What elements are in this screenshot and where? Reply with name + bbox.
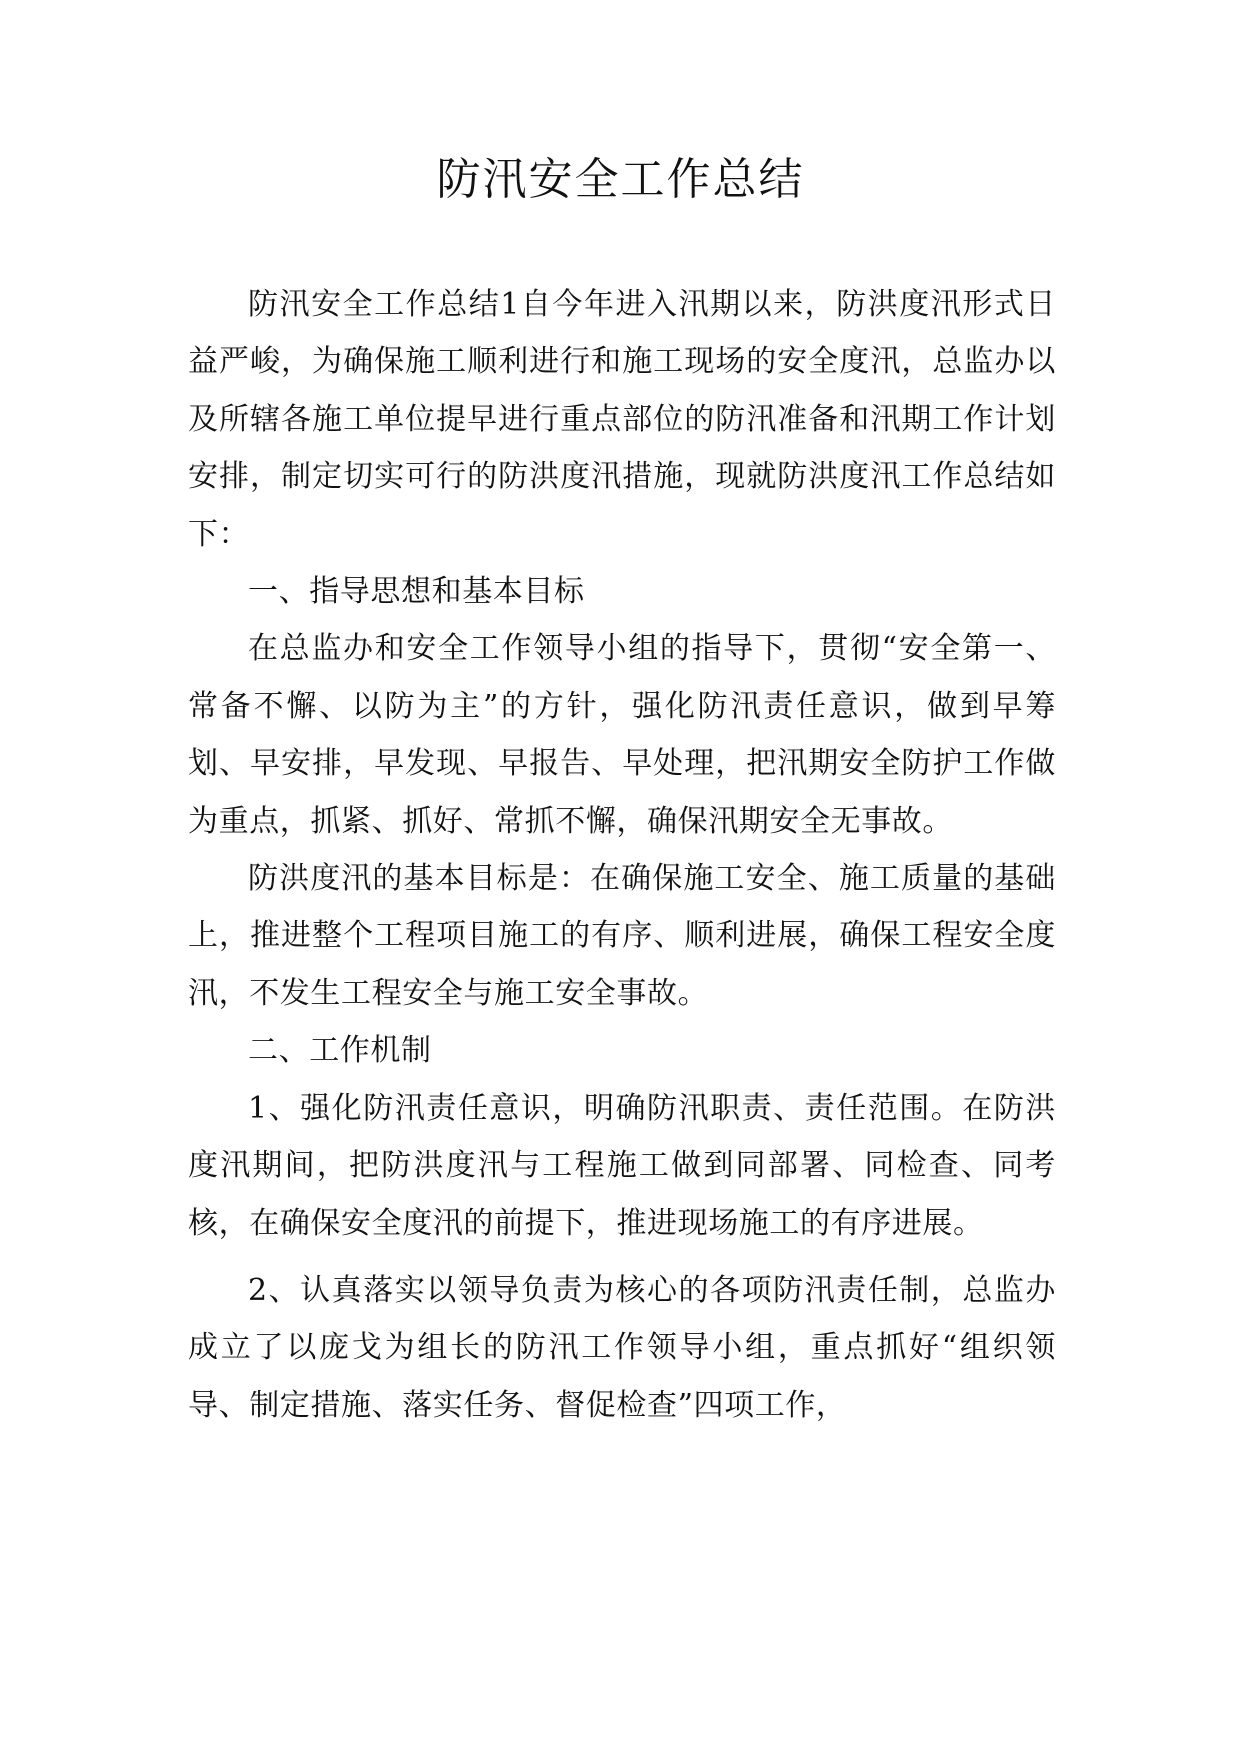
paragraph-intro: 防汛安全工作总结1自今年进入汛期以来，防洪度汛形式日益严峻，为确保施工顺利进行和施工现场的安全度汛，总监办以及所辖各施工单位提早进行重点部位的防汛准备和汛期工作计划安排，制定切实可行的防洪度汛措施，现就防洪度汛工作总结如下： [188,287,1056,552]
document-body [188,276,1056,1434]
paragraph-item-2: 2、认真落实以领导负责为核心的各项防汛责任制，总监办成立了以庞戈为组长的防汛工作领导小组，重点抓好“组织领导、制定措施、落实任务、督促检查”四项工作， [188,1272,1056,1423]
document-title: 防汛安全工作总结 [436,154,805,205]
section-heading-work-mechanism: 二、工作机制 [248,1033,432,1069]
section-heading-guiding-ideology: 一、指导思想和基本目标 [248,574,585,610]
paragraph-item-1: 1、强化防汛责任意识，明确防汛职责、责任范围。在防洪度汛期间，把防洪度汛与工程施工做到同部署、同检查、同考核，在确保安全度汛的前提下，推进现场施工的有序进展。 [188,1090,1056,1241]
paragraph-basic-goal: 防洪度汛的基本目标是：在确保施工安全、施工质量的基础上，推进整个工程项目施工的有序、顺利进展，确保工程安全度汛，不发生工程安全与施工安全事故。 [188,861,1056,1011]
paragraph-guiding-ideology: 在总监办和安全工作领导小组的指导下，贯彻“安全第一、常备不懈、以防为主”的方针，强化防汛责任意识，做到早筹划、早安排，早发现、早报告、早处理，把汛期安全防护工作做为重点，抓紧、抓好、常抓不懈，确保汛期安全无事故。 [188,631,1056,839]
